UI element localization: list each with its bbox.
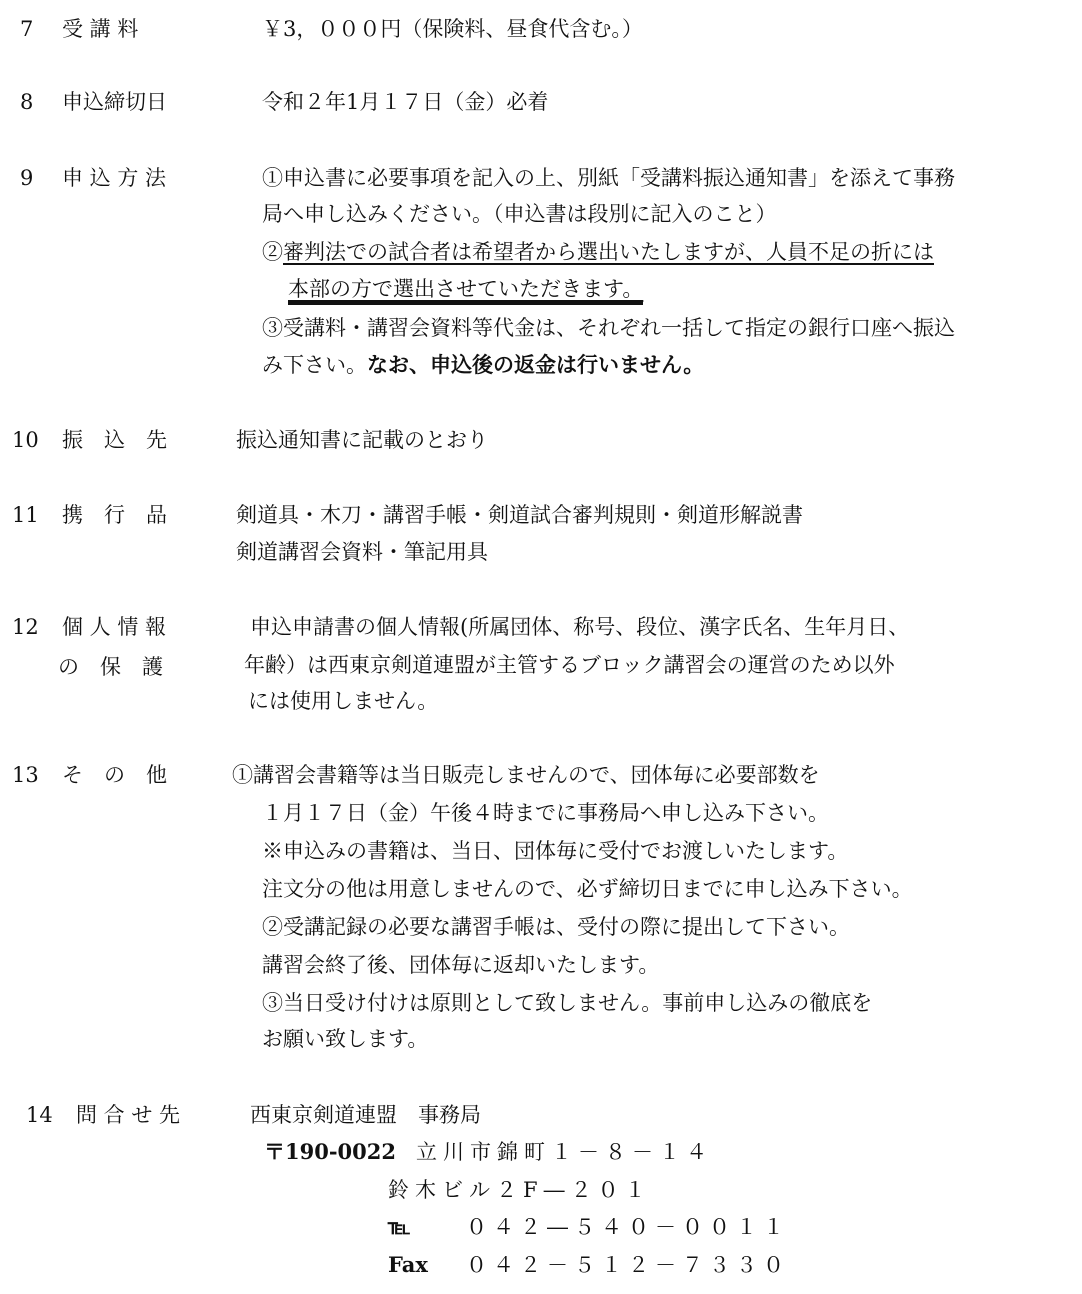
- section-9-line-1: ①申込書に必要事項を記入の上、別紙「受講料振込通知書」を添えて事務: [262, 166, 955, 190]
- section-8-number: 8: [20, 90, 34, 114]
- section-12-line-2: 年齢）は西東京剣道連盟が主管するブロック講習会の運営のため以外: [244, 653, 895, 677]
- section-9-line-3: [262, 237, 934, 267]
- section-8-text: 令和２年1月１７日（金）必着: [262, 90, 549, 114]
- section-12-label-2: の 保 護: [58, 655, 163, 679]
- section-13-label: そ の 他: [62, 763, 167, 787]
- section-9-line-3-underlined: 審判法での試合者は希望者から選出いたしますが、人員不足の折には: [283, 240, 934, 264]
- section-9-refund-notice: なお、申込後の返金は行いません。: [367, 352, 705, 377]
- section-12-number: 12: [12, 615, 39, 639]
- section-11-number: 11: [12, 503, 39, 527]
- section-9-line-4-underlined: 本部の方で選出させていただきます。: [288, 277, 643, 305]
- section-12-line-3: には使用しません。: [248, 689, 439, 713]
- section-9-line-4: [288, 274, 643, 304]
- section-9-line-6-text: み下さい。: [262, 353, 367, 377]
- section-10-label: 振 込 先: [62, 428, 167, 452]
- section-11-line-2: 剣道講習会資料・筆記用具: [236, 540, 488, 564]
- contact-building: 鈴木ビル２F―２０１: [388, 1178, 652, 1202]
- section-12-label-1: 個 人 情 報: [62, 615, 167, 639]
- section-9-line-6: [262, 350, 704, 380]
- section-9-line-2: 局へ申し込みください。（申込書は段別に記入のこと）: [262, 202, 777, 226]
- section-9-number: 9: [20, 166, 34, 190]
- contact-address: 立川市錦町１－８－１４: [416, 1140, 713, 1164]
- section-14-label: 問 合 せ 先: [76, 1103, 181, 1127]
- section-7-text: ￥3，０００円（保険料、昼食代含む。）: [262, 17, 643, 41]
- section-9-line-3-marker: ②: [262, 240, 283, 264]
- section-11-label: 携 行 品: [62, 503, 167, 527]
- contact-fax-label: Fax: [388, 1252, 428, 1277]
- section-14-number: 14: [26, 1103, 53, 1127]
- contact-organization: 西東京剣道連盟 事務局: [250, 1103, 481, 1127]
- section-9-line-5: ③受講料・講習会資料等代金は、それぞれ一括して指定の銀行口座へ振込: [262, 316, 955, 340]
- section-13-line-5: ②受講記録の必要な講習手帳は、受付の際に提出して下さい。: [262, 915, 850, 939]
- section-10-text: 振込通知書に記載のとおり: [236, 428, 488, 452]
- section-13-number: 13: [12, 763, 39, 787]
- contact-tel-row: [388, 1212, 790, 1242]
- section-8-label: 申込締切日: [62, 90, 167, 114]
- section-13-line-2: １月１７日（金）午後４時までに事務局へ申し込み下さい。: [262, 801, 829, 825]
- contact-fax-row: [388, 1250, 790, 1280]
- contact-tel: ０４２―５４０－００１１: [466, 1215, 790, 1239]
- section-13-line-3: ※申込みの書籍は、当日、団体毎に受付でお渡しいたします。: [262, 839, 849, 863]
- contact-postal-code: 〒190-0022: [264, 1139, 396, 1164]
- section-13-line-4: 注文分の他は用意しませんので、必ず締切日までに申し込み下さい。: [262, 877, 913, 901]
- section-11-line-1: 剣道具・木刀・講習手帳・剣道試合審判規則・剣道形解説書: [236, 503, 803, 527]
- contact-address-line: [264, 1137, 713, 1167]
- section-7-number: 7: [20, 17, 34, 41]
- section-12-line-1: 申込申請書の個人情報(所属団体、称号、段位、漢字氏名、生年月日、: [250, 615, 910, 639]
- section-13-line-1: ①講習会書籍等は当日販売しませんので、団体毎に必要部数を: [232, 763, 820, 787]
- phone-icon: ℡: [388, 1214, 411, 1239]
- contact-fax: ０４２－５１２－７３３０: [466, 1253, 790, 1277]
- section-13-line-6: 講習会終了後、団体毎に返却いたします。: [262, 953, 660, 977]
- section-13-line-8: お願い致します。: [262, 1027, 429, 1051]
- section-7-label: 受 講 料: [62, 17, 139, 41]
- section-9-label: 申 込 方 法: [62, 166, 167, 190]
- section-13-line-7: ③当日受け付けは原則として致しません。事前申し込みの徹底を: [262, 991, 873, 1015]
- section-10-number: 10: [12, 428, 39, 452]
